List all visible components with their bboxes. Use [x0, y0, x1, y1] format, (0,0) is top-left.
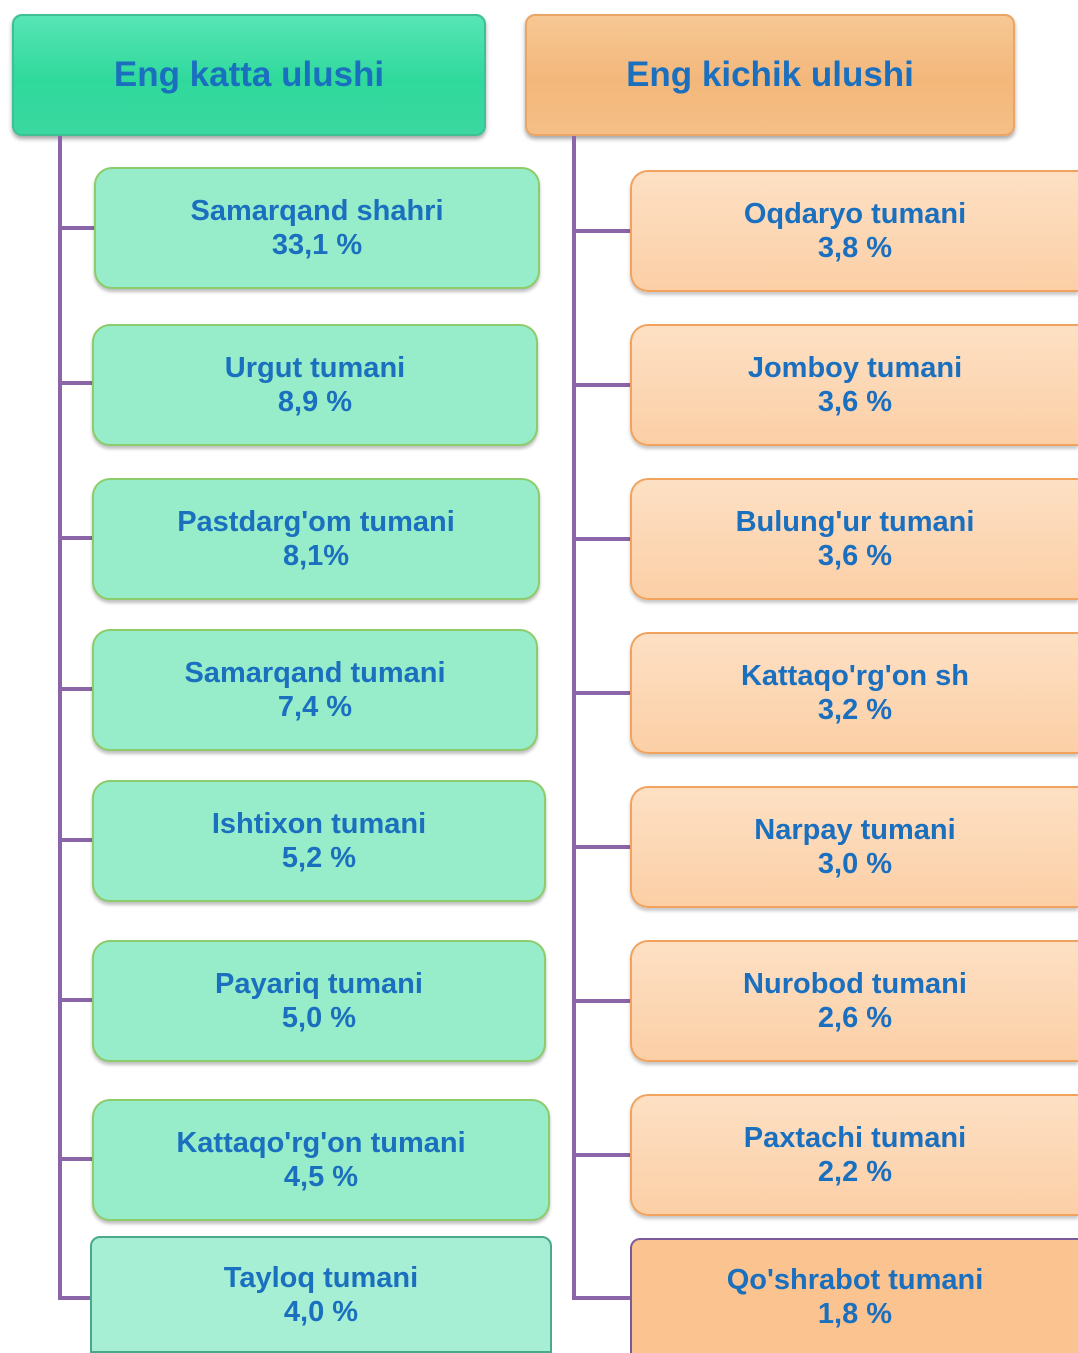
right-header	[525, 14, 1015, 136]
left-item-name: Ishtixon tumani	[211, 808, 427, 840]
right-item-value: 3,2 %	[817, 694, 893, 726]
left-connector-branch	[58, 536, 92, 540]
left-item-box	[92, 324, 538, 446]
right-item-name: Kattaqo'rg'on sh	[740, 660, 970, 692]
left-connector-branch	[58, 381, 92, 385]
left-item-name: Tayloq tumani	[223, 1261, 419, 1294]
right-connector-branch	[572, 1296, 630, 1300]
left-connector-trunk	[58, 136, 62, 1300]
right-item-name: Bulung'ur tumani	[735, 506, 975, 538]
right-connector-branch	[572, 537, 630, 541]
right-item-box	[630, 1238, 1078, 1353]
left-item-name: Kattaqo'rg'on tumani	[176, 1127, 466, 1159]
right-item-name: Jomboy tumani	[747, 352, 963, 384]
left-item-value: 4,5 %	[283, 1161, 359, 1193]
left-item-value: 8,1%	[282, 540, 350, 572]
right-item-value: 3,0 %	[817, 848, 893, 880]
left-item-box	[92, 629, 538, 751]
right-item-name: Qo'shrabot tumani	[726, 1263, 984, 1296]
left-item-box	[92, 780, 546, 902]
right-item-box	[630, 170, 1078, 292]
left-connector-branch	[58, 838, 92, 842]
left-item-name: Pastdarg'om tumani	[177, 506, 455, 538]
right-item-box	[630, 478, 1078, 600]
right-item-box	[630, 324, 1078, 446]
right-header-label: Eng kichik ulushi	[626, 55, 914, 94]
left-item-value: 5,0 %	[281, 1002, 357, 1034]
right-item-name: Narpay tumani	[754, 814, 956, 846]
left-header-label: Eng katta ulushi	[113, 55, 385, 94]
left-item-value: 33,1 %	[271, 229, 363, 261]
left-item-value: 4,0 %	[283, 1295, 359, 1328]
left-item-box	[94, 167, 540, 289]
right-item-box	[630, 940, 1078, 1062]
right-item-value: 3,6 %	[817, 386, 893, 418]
left-item-value: 8,9 %	[277, 386, 353, 418]
right-item-name: Oqdaryo tumani	[743, 198, 967, 230]
right-item-value: 2,2 %	[817, 1156, 893, 1188]
right-connector-branch	[572, 229, 630, 233]
right-item-name: Paxtachi tumani	[743, 1122, 967, 1154]
left-item-box	[92, 478, 540, 600]
right-item-box	[630, 632, 1078, 754]
right-item-box	[630, 1094, 1078, 1216]
left-header	[12, 14, 486, 136]
right-connector-branch	[572, 999, 630, 1003]
right-item-box	[630, 786, 1078, 908]
right-item-value: 2,6 %	[817, 1002, 893, 1034]
right-connector-branch	[572, 845, 630, 849]
left-connector-branch	[58, 226, 94, 230]
left-item-box	[92, 940, 546, 1062]
left-item-value: 7,4 %	[277, 691, 353, 723]
right-item-value: 3,8 %	[817, 232, 893, 264]
right-item-value: 1,8 %	[817, 1297, 893, 1330]
left-item-name: Samarqand tumani	[184, 657, 446, 689]
right-item-name: Nurobod tumani	[743, 968, 967, 1000]
left-item-box	[92, 1099, 550, 1221]
left-connector-branch	[58, 687, 92, 691]
right-connector-branch	[572, 691, 630, 695]
left-item-value: 5,2 %	[281, 842, 357, 874]
right-connector-branch	[572, 1153, 630, 1157]
left-connector-branch	[58, 998, 92, 1002]
left-connector-branch	[58, 1157, 92, 1161]
left-item-name: Payariq tumani	[215, 968, 423, 1000]
right-connector-branch	[572, 383, 630, 387]
left-item-name: Urgut tumani	[224, 352, 406, 384]
right-connector-trunk	[572, 136, 576, 1300]
left-connector-branch	[58, 1296, 90, 1300]
left-item-box	[90, 1236, 552, 1353]
left-item-name: Samarqand shahri	[190, 195, 444, 227]
right-item-value: 3,6 %	[817, 540, 893, 572]
